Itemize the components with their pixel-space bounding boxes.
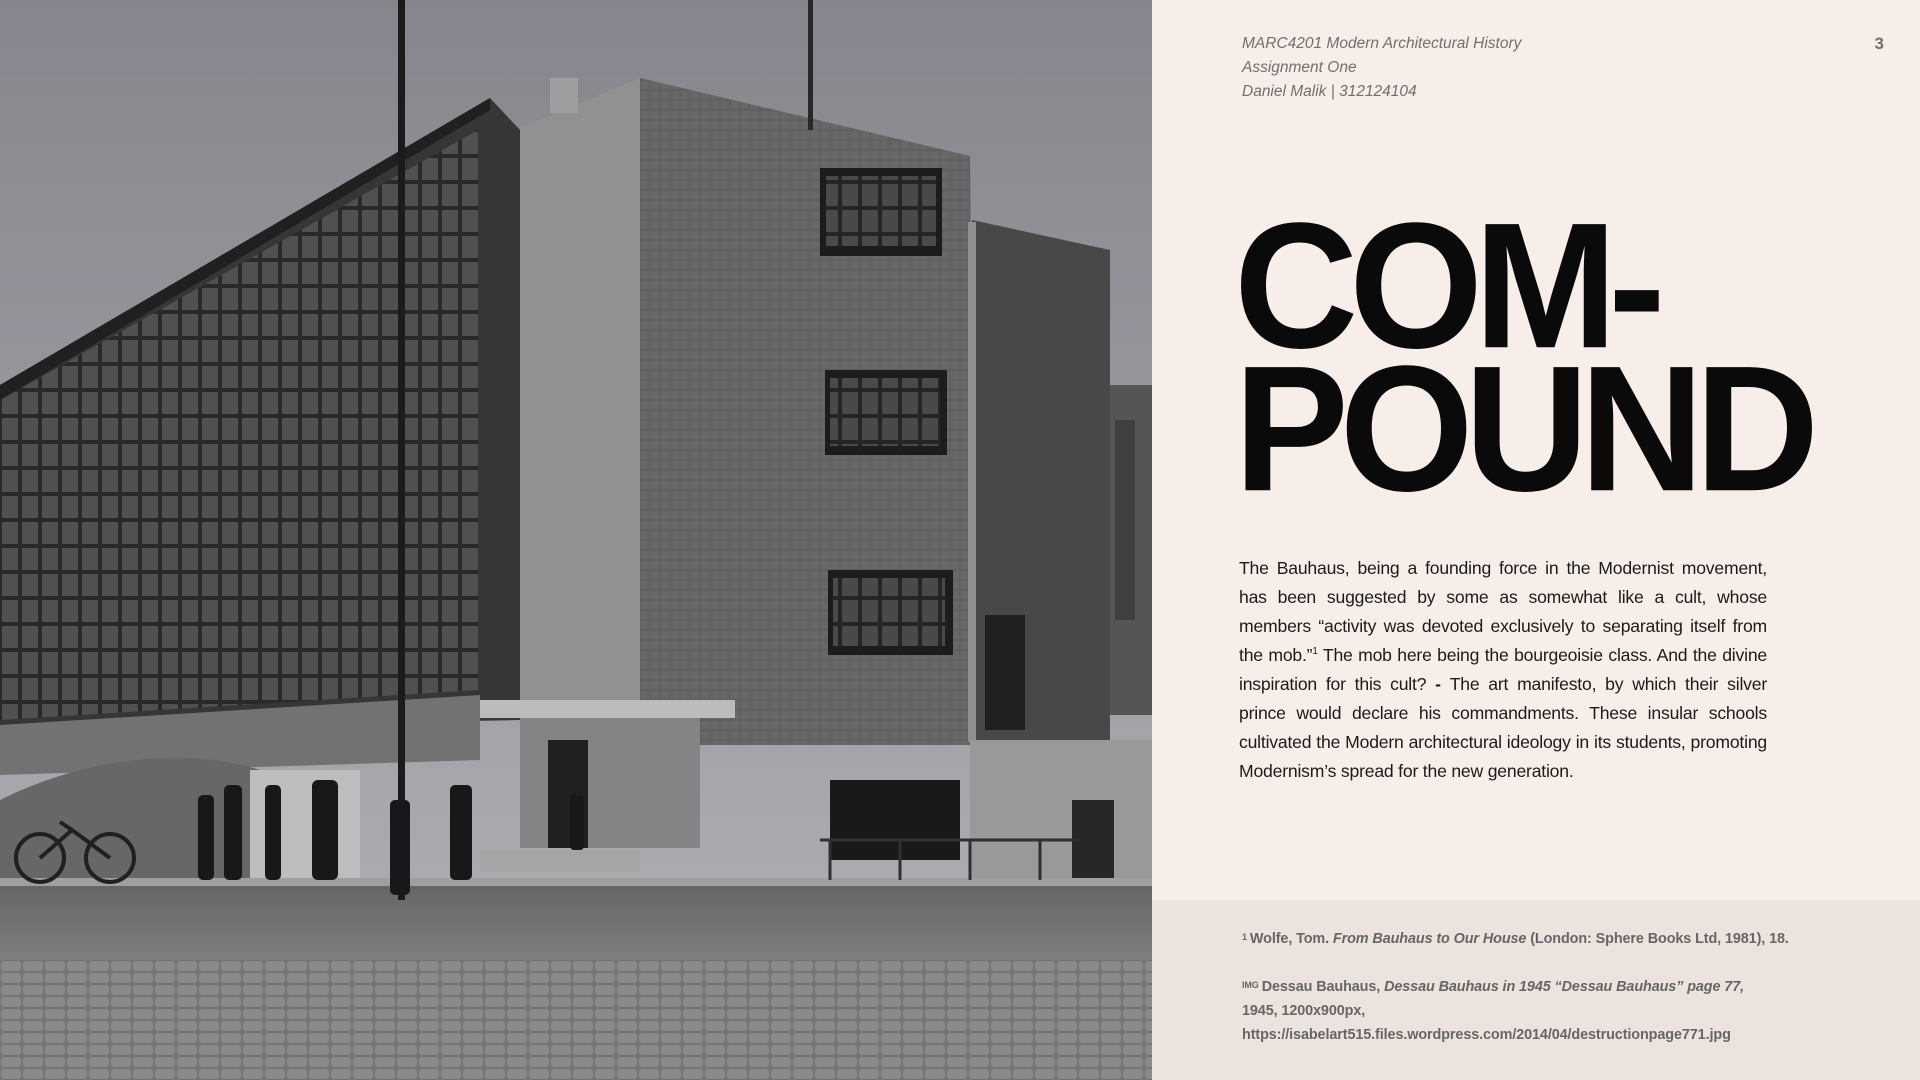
- body-part-2: The mob here being the bourgeoisie class. And the divine inspiration for this cult?: [1239, 645, 1767, 694]
- header-meta: [1242, 32, 1521, 104]
- footnote-1-mark: 1: [1242, 932, 1247, 942]
- student-id: 312124104: [1339, 83, 1417, 100]
- body-dash: -: [1426, 674, 1450, 694]
- title-line-2: POUND: [1234, 328, 1811, 529]
- footnote-2-author: Dessau Bauhaus,: [1261, 979, 1385, 995]
- course-title: MARC4201 Modern Architectural History: [1242, 35, 1522, 52]
- footnote-2-mark: IMG: [1242, 980, 1259, 990]
- footnote-reference[interactable]: 1: [1312, 646, 1318, 658]
- page-number: 3: [1874, 34, 1884, 53]
- footnote-1: [1242, 927, 1789, 951]
- author-line: [1242, 80, 1521, 104]
- author-separator: |: [1330, 83, 1335, 100]
- footnote-2-details: 1945, 1200x900px, https://isabelart515.files.wordpress.com/2014/04/destructionpage771.jpg: [1242, 1003, 1731, 1043]
- author-name: Daniel Malik: [1242, 83, 1327, 100]
- page-title: [1234, 186, 1811, 529]
- footnote-1-details: (London: Sphere Books Ltd, 1981), 18.: [1526, 931, 1789, 947]
- body-paragraph: [1239, 554, 1767, 786]
- footnote-1-author: Wolfe, Tom.: [1249, 931, 1333, 947]
- text-panel: [1152, 0, 1920, 1080]
- footnote-image-credit: [1242, 975, 1762, 1047]
- footnote-2-title: Dessau Bauhaus in 1945 “Dessau Bauhaus” page 77,: [1384, 979, 1744, 995]
- title-line-1: COM-: [1234, 186, 1657, 386]
- body-part-3: The art manifesto, by which their silver prince would declare his commandments. These insular schools cultivated the Modern architectural ideology in its students, promoting Modernism’s spread for the new generation.: [1239, 674, 1767, 781]
- body-part-1: The Bauhaus, being a founding force in the Modernist movement, has been suggested by some as somewhat like a cult, whose members “activity was devoted exclusively to separating itself from the mob.”: [1239, 558, 1767, 665]
- footnotes-area: [1152, 900, 1920, 1080]
- assignment-title: Assignment One: [1242, 59, 1357, 76]
- footnote-1-title: From Bauhaus to Our House: [1332, 931, 1527, 947]
